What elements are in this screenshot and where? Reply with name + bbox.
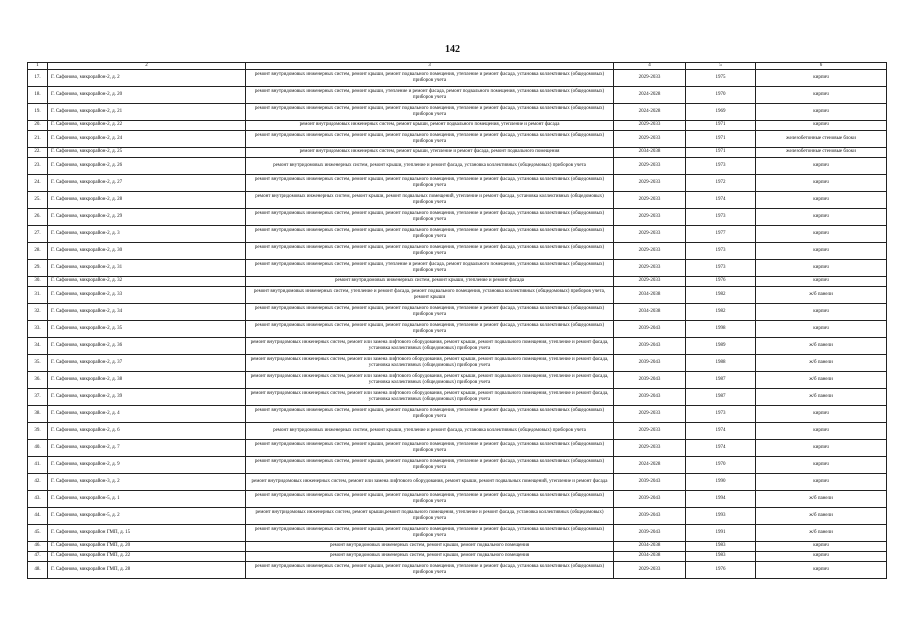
period-cell: 2024-2028	[614, 456, 686, 473]
table-row	[28, 86, 887, 103]
table-row	[28, 561, 887, 578]
year-cell: 1988	[686, 354, 756, 371]
wall-material-cell: кирпич	[756, 242, 887, 259]
wall-material-cell: ж/б панели	[756, 337, 887, 354]
works-cell: ремонт внутридомовых инженерных систем, ремонт крыши, ремонт подвального помещения, утепление и ремонт фасада	[246, 120, 614, 130]
period-cell: 2039-2043	[614, 337, 686, 354]
address-cell: Г. Сафоново, микрорайон-2, д. 20	[48, 86, 246, 103]
row-number-cell: 26.	[28, 208, 48, 225]
table-row	[28, 242, 887, 259]
repair-program-table	[27, 62, 887, 579]
works-cell: ремонт внутридомовых инженерных систем, ремонт крыши, ремонт подвального помещения, утепление и ремонт фасада, установка коллективных (общедомовых) приборов учета	[246, 69, 614, 86]
year-cell: 1993	[686, 507, 756, 524]
period-cell: 2039-2043	[614, 507, 686, 524]
works-cell: ремонт внутридомовых инженерных систем, ремонт крыши, ремонт подвального помещения, утепление и ремонт фасада, установка коллективных (общедомовых) приборов учета	[246, 439, 614, 456]
wall-material-cell: кирпич	[756, 276, 887, 286]
row-number-cell: 18.	[28, 86, 48, 103]
works-cell: ремонт внутридомовых инженерных систем, утепление и ремонт фасада, ремонт подвального помещения, установка коллективных (общедомовых) приборов учета, ремонт крыши	[246, 286, 614, 303]
address-cell: Г. Сафоново, микрорайон-2, д. 25	[48, 147, 246, 157]
address-cell: Г. Сафоново, микрорайон-2, д. 38	[48, 371, 246, 388]
row-number-cell: 48.	[28, 561, 48, 578]
column-number: 4	[614, 63, 686, 70]
address-cell: Г. Сафоново, микрорайон-2, д. 2	[48, 69, 246, 86]
row-number-cell: 21.	[28, 130, 48, 147]
wall-material-cell: кирпич	[756, 259, 887, 276]
year-cell: 1982	[686, 303, 756, 320]
works-cell: ремонт внутридомовых инженерных систем, ремонт крыши, ремонт подвального помещения, утепление и ремонт фасада, установка коллективных (общедомовых) приборов учета	[246, 303, 614, 320]
address-cell: Г. Сафоново, микрорайон-2, д. 3	[48, 225, 246, 242]
wall-material-cell: кирпич	[756, 320, 887, 337]
year-cell: 1991	[686, 524, 756, 541]
period-cell: 2029-2033	[614, 120, 686, 130]
year-cell: 1972	[686, 174, 756, 191]
year-cell: 1973	[686, 259, 756, 276]
period-cell: 2024-2028	[614, 103, 686, 120]
row-number-cell: 45.	[28, 524, 48, 541]
year-cell: 1973	[686, 157, 756, 174]
row-number-cell: 34.	[28, 337, 48, 354]
wall-material-cell: ж/б панели	[756, 371, 887, 388]
address-cell: Г. Сафоново, микрорайон-2, д. 24	[48, 130, 246, 147]
row-number-cell: 43.	[28, 490, 48, 507]
column-number: 2	[48, 63, 246, 70]
table-row	[28, 490, 887, 507]
address-cell: Г. Сафоново, микрорайон-2, д. 21	[48, 103, 246, 120]
works-cell: ремонт внутридомовых инженерных систем, ремонт или замена лифтового оборудования, ремонт крыши, ремонт подвального помещения, утепление и ремонт фасада, установка коллективных (общедомовых) приборов учета	[246, 388, 614, 405]
wall-material-cell: кирпич	[756, 561, 887, 578]
works-cell: ремонт внутридомовых инженерных систем, ремонт крыши, ремонт подвального помещения, утепление и ремонт фасада, установка коллективных (общедомовых) приборов учета	[246, 561, 614, 578]
wall-material-cell: кирпич	[756, 191, 887, 208]
address-cell: Г. Сафоново, микрорайон-2, д. 22	[48, 120, 246, 130]
wall-material-cell: кирпич	[756, 405, 887, 422]
works-cell: ремонт внутридомовых инженерных систем, ремонт крыши, утепление и ремонт фасада, ремонт подвального помещения, установка коллективных (общедомовых) приборов учета	[246, 259, 614, 276]
period-cell: 2039-2043	[614, 388, 686, 405]
address-cell: Г. Сафоново, микрорайон-2, д. 29	[48, 208, 246, 225]
row-number-cell: 44.	[28, 507, 48, 524]
table-row	[28, 541, 887, 551]
row-number-cell: 29.	[28, 259, 48, 276]
wall-material-cell: кирпич	[756, 541, 887, 551]
period-cell: 2029-2033	[614, 561, 686, 578]
table-row	[28, 473, 887, 490]
year-cell: 1983	[686, 551, 756, 561]
wall-material-cell: кирпич	[756, 174, 887, 191]
row-number-cell: 39.	[28, 422, 48, 439]
wall-material-cell: кирпич	[756, 551, 887, 561]
year-cell: 1987	[686, 371, 756, 388]
table-row	[28, 157, 887, 174]
period-cell: 2029-2033	[614, 208, 686, 225]
period-cell: 2029-2033	[614, 225, 686, 242]
page-number: 142	[445, 44, 460, 55]
table-row	[28, 120, 887, 130]
works-cell: ремонт внутридомовых инженерных систем, ремонт крыши, ремонт подвального помещения, утепление и ремонт фасада, установка коллективных (общедомовых) приборов учета	[246, 405, 614, 422]
wall-material-cell: кирпич	[756, 303, 887, 320]
table-row	[28, 456, 887, 473]
year-cell: 1973	[686, 242, 756, 259]
period-cell: 2029-2033	[614, 69, 686, 86]
address-cell: Г. Сафоново, микрорайон-2, д. 4	[48, 405, 246, 422]
column-number: 1	[28, 63, 48, 70]
row-number-cell: 40.	[28, 439, 48, 456]
row-number-cell: 35.	[28, 354, 48, 371]
table-row	[28, 276, 887, 286]
address-cell: Г. Сафоново, микрорайон-2, д. 34	[48, 303, 246, 320]
row-number-cell: 20.	[28, 120, 48, 130]
period-cell: 2039-2043	[614, 354, 686, 371]
table-row	[28, 103, 887, 120]
year-cell: 1971	[686, 120, 756, 130]
table-row	[28, 388, 887, 405]
period-cell: 2034-2038	[614, 551, 686, 561]
period-cell: 2029-2033	[614, 276, 686, 286]
row-number-cell: 19.	[28, 103, 48, 120]
period-cell: 2029-2033	[614, 191, 686, 208]
row-number-cell: 27.	[28, 225, 48, 242]
address-cell: Г. Сафоново, микрорайон ГМП, д. 20	[48, 541, 246, 551]
works-cell: ремонт внутридомовых инженерных систем, ремонт или замена лифтового оборудования, ремонт крыши, ремонт подвального помещения, утепление и ремонт фасада, установка коллективных (общедомовых) приборов учета	[246, 371, 614, 388]
wall-material-cell: кирпич	[756, 86, 887, 103]
period-cell: 2039-2043	[614, 320, 686, 337]
works-cell: ремонт внутридомовых инженерных систем, ремонт крыши, ремонт подвального помещения, утепление и ремонт фасада, установка коллективных (общедомовых) приборов учета	[246, 103, 614, 120]
wall-material-cell: кирпич	[756, 456, 887, 473]
row-number-cell: 31.	[28, 286, 48, 303]
works-cell: ремонт внутридомовых инженерных систем, ремонт крыши, ремонт подвального помещения, утепление и ремонт фасада, установка коллективных (общедомовых) приборов учета	[246, 490, 614, 507]
row-number-cell: 42.	[28, 473, 48, 490]
works-cell: ремонт внутридомовых инженерных систем, ремонт крыши, утепление и ремонт фасада, ремонт подвального помещения, установка коллективных (общедомовых) приборов учета	[246, 86, 614, 103]
table-row	[28, 551, 887, 561]
table-row	[28, 371, 887, 388]
period-cell: 2039-2043	[614, 371, 686, 388]
column-number: 5	[686, 63, 756, 70]
works-cell: ремонт внутридомовых инженерных систем, ремонт крыши, ремонт подвального помещения, утепление и ремонт фасада, установка коллективных (общедомовых) приборов учета	[246, 524, 614, 541]
year-cell: 1983	[686, 541, 756, 551]
works-cell: ремонт внутридомовых инженерных систем, ремонт крыши, ремонт подвального помещения, утепление и ремонт фасада, установка коллективных (общедомовых) приборов учета	[246, 456, 614, 473]
row-number-cell: 24.	[28, 174, 48, 191]
address-cell: Г. Сафоново, микрорайон-2, д. 7	[48, 439, 246, 456]
works-cell: ремонт внутридомовых инженерных систем, ремонт крыши, ремонт подвального помещения, утепление и ремонт фасада, установка коллективных (общедомовых) приборов учета	[246, 174, 614, 191]
year-cell: 1989	[686, 337, 756, 354]
column-number: 3	[246, 63, 614, 70]
year-cell: 1974	[686, 422, 756, 439]
works-cell: ремонт внутридомовых инженерных систем, ремонт крыши, ремонт подвального помещения, утепление и ремонт фасада, установка коллективных (общедомовых) приборов учета	[246, 208, 614, 225]
works-cell: ремонт внутридомовых инженерных систем, ремонт крыши, ремонт подвального помещения, утепление и ремонт фасада, установка коллективных (общедомовых) приборов учета	[246, 130, 614, 147]
address-cell: Г. Сафоново, микрорайон-2, д. 27	[48, 174, 246, 191]
address-cell: Г. Сафоново, микрорайон-2, д. 30	[48, 242, 246, 259]
table-row	[28, 320, 887, 337]
wall-material-cell: кирпич	[756, 225, 887, 242]
row-number-cell: 23.	[28, 157, 48, 174]
wall-material-cell: ж/б панели	[756, 490, 887, 507]
table-row	[28, 259, 887, 276]
year-cell: 1971	[686, 130, 756, 147]
period-cell: 2029-2033	[614, 174, 686, 191]
wall-material-cell: ж/б панели	[756, 354, 887, 371]
works-cell: ремонт внутридомовых инженерных систем, ремонт крыши, утепление и ремонт фасада, установка коллективных (общедомовых) приборов учета	[246, 157, 614, 174]
address-cell: Г. Сафоново, микрорайон-2, д. 35	[48, 320, 246, 337]
year-cell: 1976	[686, 276, 756, 286]
address-cell: Г. Сафоново, микрорайон ГМП, д. 22	[48, 551, 246, 561]
row-number-cell: 25.	[28, 191, 48, 208]
table-row	[28, 69, 887, 86]
period-cell: 2029-2033	[614, 157, 686, 174]
address-cell: Г. Сафоново, микрорайон ГМП, д. 15	[48, 524, 246, 541]
wall-material-cell: ж/б панели	[756, 388, 887, 405]
year-cell: 1973	[686, 405, 756, 422]
works-cell: ремонт внутридомовых инженерных систем, ремонт крыши, ремонт подвальных помещений, утепление и ремонт фасада, установка коллективных (общедомовых) приборов учета	[246, 191, 614, 208]
table-row	[28, 174, 887, 191]
works-cell: ремонт внутридомовых инженерных систем, ремонт крыши, утепление и ремонт фасада, ремонт подвального помещения	[246, 147, 614, 157]
year-cell: 1987	[686, 388, 756, 405]
wall-material-cell: кирпич	[756, 103, 887, 120]
works-cell: ремонт внутридомовых инженерных систем, ремонт крыши, ремонт подвального помещения, утепление и ремонт фасада, установка коллективных (общедомовых) приборов учета	[246, 225, 614, 242]
period-cell: 2039-2043	[614, 524, 686, 541]
row-number-cell: 22.	[28, 147, 48, 157]
wall-material-cell: кирпич	[756, 157, 887, 174]
year-cell: 1971	[686, 147, 756, 157]
wall-material-cell: железобетонные стеновые блоки	[756, 130, 887, 147]
year-cell: 1970	[686, 456, 756, 473]
address-cell: Г. Сафоново, микрорайон-2, д. 39	[48, 388, 246, 405]
row-number-cell: 17.	[28, 69, 48, 86]
year-cell: 1974	[686, 191, 756, 208]
table-row	[28, 507, 887, 524]
year-cell: 1982	[686, 286, 756, 303]
year-cell: 1974	[686, 439, 756, 456]
works-cell: ремонт внутридомовых инженерных систем, ремонт крыши, ремонт подвального помещения	[246, 541, 614, 551]
period-cell: 2029-2033	[614, 405, 686, 422]
address-cell: Г. Сафоново, микрорайон-2, д. 32	[48, 276, 246, 286]
address-cell: Г. Сафоново, микрорайон-2, д. 28	[48, 191, 246, 208]
table-row	[28, 286, 887, 303]
row-number-cell: 46.	[28, 541, 48, 551]
wall-material-cell: кирпич	[756, 422, 887, 439]
table-row	[28, 191, 887, 208]
period-cell: 2029-2033	[614, 242, 686, 259]
period-cell: 2029-2033	[614, 259, 686, 276]
column-number: 6	[756, 63, 887, 70]
year-cell: 1976	[686, 561, 756, 578]
row-number-cell: 47.	[28, 551, 48, 561]
works-cell: ремонт внутридомовых инженерных систем, ремонт крыши, утепление и ремонт фасада	[246, 276, 614, 286]
table-row	[28, 439, 887, 456]
table-row	[28, 337, 887, 354]
row-number-cell: 38.	[28, 405, 48, 422]
period-cell: 2039-2043	[614, 490, 686, 507]
row-number-cell: 33.	[28, 320, 48, 337]
row-number-cell: 37.	[28, 388, 48, 405]
address-cell: Г. Сафоново, микрорайон-2, д. 31	[48, 259, 246, 276]
row-number-cell: 41.	[28, 456, 48, 473]
table-row	[28, 354, 887, 371]
year-cell: 1975	[686, 69, 756, 86]
period-cell: 2029-2033	[614, 439, 686, 456]
year-cell: 1998	[686, 320, 756, 337]
column-number-row	[28, 63, 887, 70]
table-row	[28, 130, 887, 147]
year-cell: 1994	[686, 490, 756, 507]
year-cell: 1970	[686, 86, 756, 103]
works-cell: ремонт внутридомовых инженерных систем, ремонт крыши,ремонт подвального помещения, утепление и ремонт фасада, установка коллективных (общедомовых) приборов учета	[246, 507, 614, 524]
address-cell: Г. Сафоново, микрорайон-2, д. 6	[48, 422, 246, 439]
table-body	[28, 63, 887, 579]
period-cell: 2034-2038	[614, 286, 686, 303]
period-cell: 2039-2043	[614, 473, 686, 490]
address-cell: Г. Сафоново, микрорайон ГМП, д. 28	[48, 561, 246, 578]
works-cell: ремонт внутридомовых инженерных систем, ремонт или замена лифтового оборудования, ремонт крыши, ремонт подвального помещения, утепление и ремонт фасада, установка коллективных (общедомовых) приборов учета	[246, 337, 614, 354]
works-cell: ремонт внутридомовых инженерных систем, ремонт или замена лифтового оборудования, ремонт крыши, ремонт подвального помещения, утепление и ремонт фасада, установка коллективных (общедомовых) приборов учета	[246, 354, 614, 371]
period-cell: 2029-2033	[614, 422, 686, 439]
table-row	[28, 147, 887, 157]
period-cell: 2034-2038	[614, 303, 686, 320]
address-cell: Г. Сафоново, микрорайон-5, д. 2	[48, 507, 246, 524]
works-cell: ремонт внутридомовых инженерных систем, ремонт крыши, ремонт подвального помещения, утепление и ремонт фасада, установка коллективных (общедомовых) приборов учета	[246, 320, 614, 337]
address-cell: Г. Сафоново, микрорайон-3, д. 2	[48, 473, 246, 490]
row-number-cell: 32.	[28, 303, 48, 320]
table-row	[28, 303, 887, 320]
table-row	[28, 422, 887, 439]
year-cell: 1977	[686, 225, 756, 242]
table-row	[28, 208, 887, 225]
row-number-cell: 36.	[28, 371, 48, 388]
year-cell: 1990	[686, 473, 756, 490]
wall-material-cell: кирпич	[756, 439, 887, 456]
wall-material-cell: кирпич	[756, 208, 887, 225]
wall-material-cell: ж/б панели	[756, 524, 887, 541]
table-row	[28, 405, 887, 422]
period-cell: 2024-2028	[614, 86, 686, 103]
wall-material-cell: ж/б панели	[756, 286, 887, 303]
wall-material-cell: железобетонные стеновые блоки	[756, 147, 887, 157]
period-cell: 2029-2033	[614, 130, 686, 147]
wall-material-cell: ж/б панели	[756, 507, 887, 524]
works-cell: ремонт внутридомовых инженерных систем, ремонт крыши, ремонт подвального помещения, утепление и ремонт фасада, установка коллективных (общедомовых) приборов учета	[246, 242, 614, 259]
row-number-cell: 30.	[28, 276, 48, 286]
wall-material-cell: кирпич	[756, 120, 887, 130]
works-cell: ремонт внутридомовых инженерных систем, ремонт крыши, ремонт подвального помещения	[246, 551, 614, 561]
table-row	[28, 225, 887, 242]
year-cell: 1969	[686, 103, 756, 120]
row-number-cell: 28.	[28, 242, 48, 259]
address-cell: Г. Сафоново, микрорайон-2, д. 26	[48, 157, 246, 174]
address-cell: Г. Сафоново, микрорайон-2, д. 33	[48, 286, 246, 303]
works-cell: ремонт внутридомовых инженерных систем, ремонт или замена лифтового оборудования, ремонт крыши, ремонт подвальных помещений, утепление и ремонт фасада	[246, 473, 614, 490]
address-cell: Г. Сафоново, микрорайон-2, д. 37	[48, 354, 246, 371]
address-cell: Г. Сафоново, микрорайон-2, д. 9	[48, 456, 246, 473]
address-cell: Г. Сафоново, микрорайон-5, д. 1	[48, 490, 246, 507]
wall-material-cell: кирпич	[756, 69, 887, 86]
works-cell: ремонт внутридомовых инженерных систем, ремонт крыши, утепление и ремонт фасада, установка коллективных (общедомовых) приборов учета	[246, 422, 614, 439]
period-cell: 2034-2038	[614, 541, 686, 551]
wall-material-cell: кирпич	[756, 473, 887, 490]
period-cell: 2034-2038	[614, 147, 686, 157]
year-cell: 1973	[686, 208, 756, 225]
address-cell: Г. Сафоново, микрорайон-2, д. 36	[48, 337, 246, 354]
table-row	[28, 524, 887, 541]
